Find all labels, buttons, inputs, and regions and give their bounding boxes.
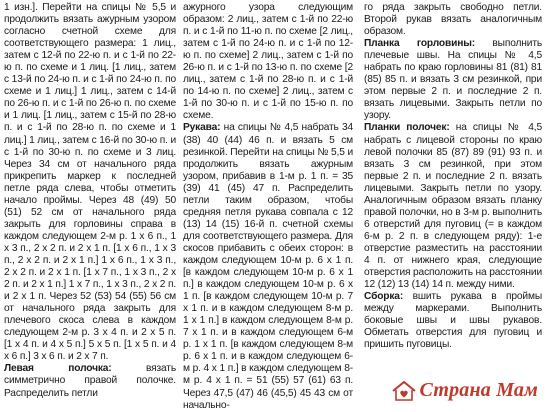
text-column-1 bbox=[4, 2, 176, 400]
paragraph-text: выполнить плечевые швы. На спицы № 4,5 набрать по краю горловины 81 (81) 81 (85) 85 п. и вязать 3 см резинкой, при этом первые 2 п. и последние 2 п. вязать лицевыми. Закрыть петли по узору. bbox=[364, 38, 542, 122]
text-column-2 bbox=[183, 2, 353, 412]
text-column-3 bbox=[364, 2, 542, 351]
paragraph-pattern-distribution bbox=[183, 2, 353, 122]
paragraph-text: го ряда закрыть свободно петли. Второй рукав вязать аналогичным образом. bbox=[364, 2, 542, 38]
paragraph-assembly bbox=[364, 291, 542, 351]
paragraph-text: 1 изн.]. Перейти на спицы № 5,5 и продолжить вязать ажурным узором согласно счетной схеме для соответствующего размера: 1 лиц., затем с 12-й по 22-ю п. и с 1-й по 22-ю п. по схеме и 1 лиц. [1 лиц., затем с 13-й по 24-ю п. и с 1-й по 24-ю п. по схеме и 1 лиц.] 1 лиц., затем с 14-й по 26-ю п. и с 1-й по 26-ю п. по схеме и 1 лиц. [1 лиц., затем с 15-й по 28-ю п. и с 1-й по 28-ю п. по схеме и 1 лиц.] 1 лиц., затем с 16-й по 30-ю п. и с 1-й по 30-ю п. по схеме и 3 лиц. Через 34 см от начального ряда прикрепить маркер к последней петле ряда слева, чтобы отметить начало проймы. Через 48 (49) 50 (51) 52 см от начального ряда закрыть для горловины справа в каждом следующем 2-м р. 1 х 6 п., 1 х 3 п., 2 х 2 п. и 2 х 1 п. [1 х 6 п., 1 х 3 п., 2 х 2 п. и 2 х 1 п.] 1 х 6 п., 1 х 3 п., 2 х 2 п. и 2 х 1 п. [1 х 7 п., 1 х 3 п., 2 х 2 п. и 2 х 1 п.] 1 х 7 п., 1 х 3 п., 2 х 2 п. и 2 х 1 п. Через 52 (53) 54 (55) 56 см от начального ряда закрыть для плечевого скоса слева в каждом следующем 2-м р. 3 х 4 п. и 2 х 5 п. [1 х 4 п. и 4 х 5 п.] 5 х 5 п. [1 х 5 п. и 4 х 6 п.] 3 х 6 п. и 2 х 7 п. bbox=[4, 2, 176, 363]
paragraph-front-right bbox=[4, 2, 176, 363]
section-heading-assembly: Сборка: bbox=[364, 291, 404, 303]
paragraph-text: вшить рукава в проймы между маркерами. Выполнить боковые швы и швы рукавов. Обметать отверстия для пуговиц и пришить пуговицы. bbox=[364, 291, 542, 351]
paragraph-left-front bbox=[4, 363, 176, 399]
paragraph-sleeve-end bbox=[364, 2, 542, 38]
site-watermark bbox=[391, 379, 538, 402]
section-heading-neck-band: Планка горловины: bbox=[364, 38, 476, 50]
section-heading-front-bands: Планки полочек: bbox=[364, 122, 450, 134]
paragraph-sleeves bbox=[183, 122, 353, 411]
house-heart-logo-icon bbox=[391, 380, 417, 402]
paragraph-text: ажурного узора следующим образом: 2 лиц., затем с 1-й по 22-ю п. и с 1-й по 11-ю п. по схеме [2 лиц., затем с 1-й по 24-ю п. и с 1-й по 12-ю п. по схеме] 2 лиц., затем с 1-й по 26-ю п. и с 1-й по 13-ю п. по схеме [2 лиц., затем с 1-й по 28-ю п. и с 1-й по 14-ю п. по схеме] 2 лиц., затем с 1-й по 30-ю п. и с 1-й по 15-ю п. по схеме. bbox=[183, 2, 353, 122]
section-heading-sleeves: Рукава: bbox=[183, 122, 221, 134]
paragraph-text: на спицы № 4,5 набрать с лицевой стороны по краю левой полочки 85 (87) 89 (91) 93 п. и вязать 3 см резинкой, при этом первые 2 п. и последние 2 п. вязать лицевыми. Закрыть петли по узору. Аналогичным образом вязать планку правой полочки, но в 3-м р. выполнить 6 отверстий для пуговиц (= в каждом 6-м р. 2 п. в следующем ряду): 1-е отверстие разместить на расстоянии 4 п. от нижнего края, следующие отверстия расположить на расстоянии 12 (12) 13 (14) 14 п. между ними. bbox=[364, 122, 542, 291]
paragraph-text: на спицы № 4,5 набрать 34 (38) 40 (44) 46 п. и вязать 5 см резинкой. Перейти на спицы № 5,5 и продолжить вязать ажурным узором, прибавив в 1-м р. 1 п. = 35 (39) 41 (45) 47 п. Распределить петли таким образом, чтобы средняя петля рукава совпала с 12 (13) 14 (15) 16-й п. счетной схемы для соответствующего размера. Для скосов прибавить с обеих сторон: в каждом следующем 10-м р. 6 х 1 п. [в каждом следующем 10-м р. 6 х 1 п.] в каждом следующем 10-м р. 6 х 1 п. [в каждом следующем 10-м р. 7 х 1 п. и в каждом следующем 8-м р. 1 х 1 п.] в каждом следующем 8-м р. 7 х 1 п. и в каждом следующем 6-м р. 1 х 1 п. [в каждом следующем 8-м р. 6 х 1 п. и в каждом следующем 6-м р. 4 х 1 п.] в каждом следующем 8-м р. 4 х 1 п. = 51 (55) 57 (61) 63 п. Через 47,5 (47) 46 (45,5) 45 43 см от начально- bbox=[183, 122, 353, 411]
paragraph-text: вязать симметрично правой полочке. Распределить петли bbox=[4, 363, 176, 399]
section-heading-left-front: Левая полочка: bbox=[4, 363, 112, 375]
watermark-text: Страна Мам bbox=[419, 379, 538, 401]
paragraph-neck-band bbox=[364, 38, 542, 122]
paragraph-front-bands bbox=[364, 122, 542, 291]
